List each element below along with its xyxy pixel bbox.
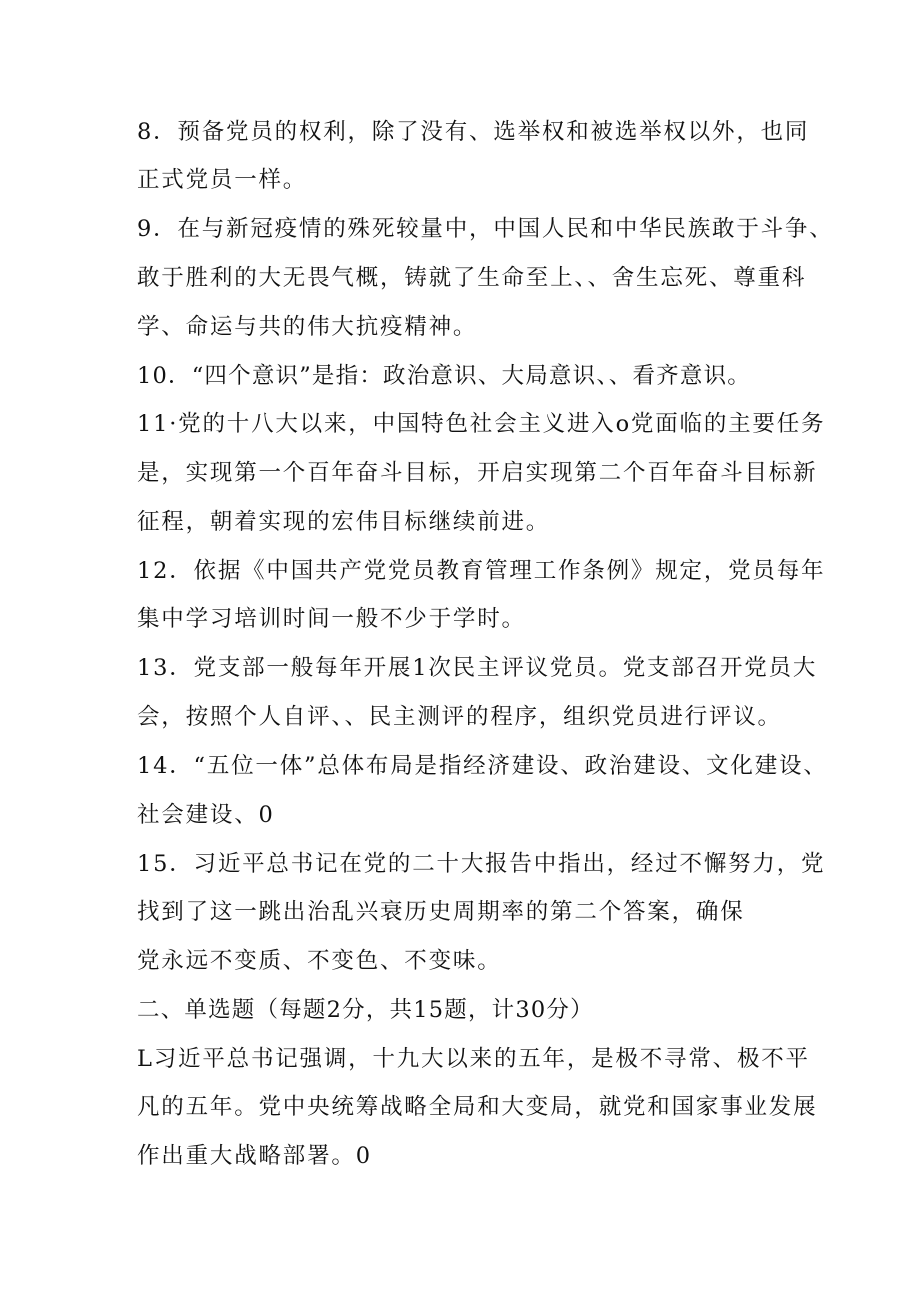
text-line: 集中学习培训时间一般不少于学时。	[137, 606, 526, 632]
text-line: 找到了这一跳出治乱兴衰历史周期率的第二个答案，确保	[137, 899, 745, 925]
text-line: 12．依据《中国共产党党员教育管理工作条例》规定，党员每年	[137, 558, 826, 584]
text-line: 13．党支部一般每年开展1次民主评议党员。党支部召开党员大	[137, 655, 818, 681]
section-heading: 二、单选题（每题2分，共15题，计30分）	[137, 997, 594, 1023]
text-line: 会，按照个人自评、、民主测评的程序，组织党员进行评议。	[137, 704, 782, 730]
text-line: 社会建设、0	[137, 802, 275, 828]
text-line: 征程，朝着实现的宏伟目标继续前进。	[137, 509, 551, 535]
text-line: 作出重大战略部署。0	[137, 1143, 372, 1169]
text-line: 8．预备党员的权利，除了没有、选举权和被选举权以外，也同	[137, 119, 810, 145]
text-line: L习近平总书记强调，十九大以来的五年，是极不寻常、极不平	[137, 1046, 810, 1072]
text-line: 敢于胜利的大无畏气概，铸就了生命至上、、舍生忘死、尊重科	[137, 265, 807, 291]
text-line: 15．习近平总书记在党的二十大报告中指出，经过不懈努力，党	[137, 851, 826, 877]
text-line: 党永远不变质、不变色、不变味。	[137, 948, 502, 974]
text-line: 14．“五位一体”总体布局是指经济建设、政治建设、文化建设、	[137, 753, 828, 779]
text-line: 正式党员一样。	[137, 167, 308, 193]
text-line: 10．“四个意识”是指：政治意识、大局意识、、看齐意识。	[137, 363, 751, 389]
text-line: 11·党的十八大以来，中国特色社会主义进入o党面临的主要任务	[137, 411, 826, 437]
text-line: 是，实现第一个百年奋斗目标，开启实现第二个百年奋斗目标新	[137, 460, 818, 486]
text-line: 学、命运与共的伟大抗疫精神。	[137, 314, 478, 340]
text-line: 9．在与新冠疫情的殊死较量中，中国人民和中华民族敢于斗争、	[137, 216, 834, 242]
text-line: 凡的五年。党中央统筹战略全局和大变局，就党和国家事业发展	[137, 1094, 818, 1120]
